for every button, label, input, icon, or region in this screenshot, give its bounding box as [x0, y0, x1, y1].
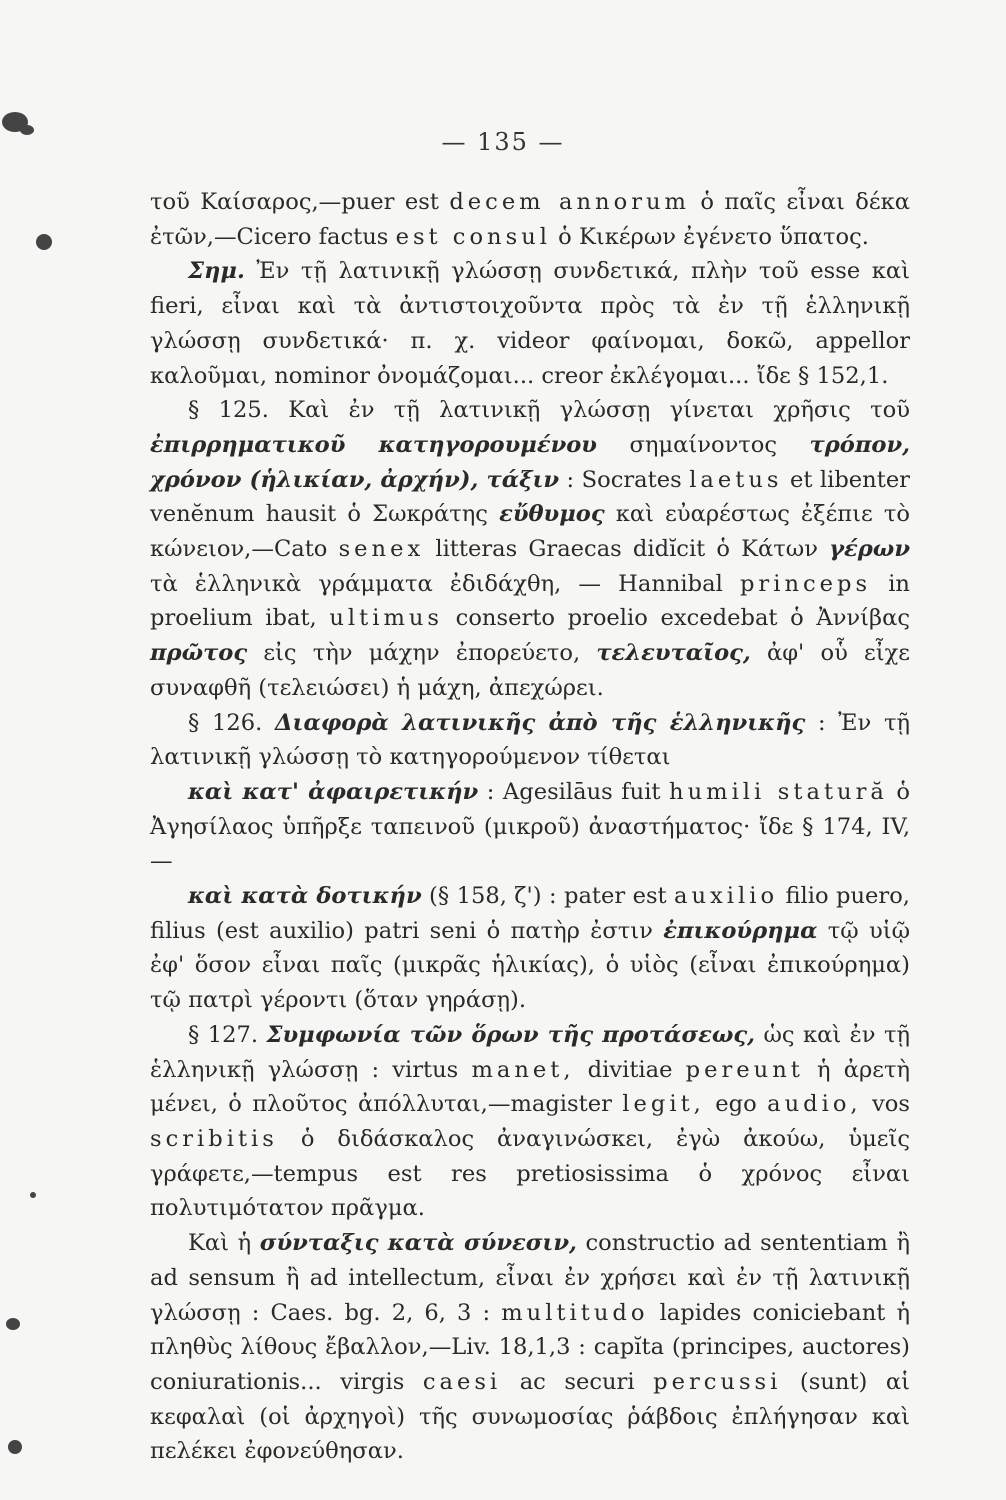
text-run: (§ 158, ζ') : pater est — [421, 883, 675, 910]
spaced-text: pereunt — [685, 1056, 804, 1083]
text-run: in proelium ibat, — [150, 570, 910, 632]
spaced-text: senex — [338, 536, 425, 563]
emphasis-text: γέρων — [829, 536, 910, 563]
spaced-text: laetus — [689, 466, 783, 493]
scan-speck — [36, 234, 52, 250]
text-run: ὁ διδάσκαλος ἀναγινώσκει, ἐγὼ ἀκούω, ὑμεῖς γράφετε,—tempus est res pretiosissima ὁ χρόνος εἶναι πολυτιμότατον πρᾶγμα. — [150, 1125, 910, 1222]
emphasis-text: καὶ κατ' ἀφαιρετικήν — [188, 778, 479, 805]
text-run: ὁ παῖς εἶναι δέκα ἐτῶν,—Cicero factus — [150, 189, 910, 250]
text-run: lapides coniciebant ἡ πληθὺς λίθους ἔβαλλον,—Liv. 18,1,3 : capĭta (principes, auctores) coniurationis... virgis — [150, 1299, 911, 1395]
text-run: καὶ εὐαρέστως ἐξέπιε τὸ κώνειον,—Cato — [150, 501, 910, 563]
emphasis-text: πρῶτος — [150, 640, 248, 667]
scan-speck — [8, 1440, 22, 1454]
emphasis-text: καὶ κατὰ δοτικήν — [188, 883, 422, 910]
text-run: : Agesilāus fuit — [478, 778, 670, 805]
spaced-text: caesi — [422, 1368, 502, 1395]
spaced-text: auxilio — [674, 883, 779, 910]
spaced-text: ultimus — [329, 605, 444, 632]
text-run: τῷ υἱῷ ἐφ' ὅσον εἶναι παῖς (μικρᾶς ἡλικίας), ὁ υἱὸς (εἶναι ἐπικούρημα) τῷ πατρὶ γέροντι (ὅταν γηράσῃ). — [150, 917, 910, 1014]
emphasis-text: Σημ. — [188, 258, 245, 285]
text-run: Ἐν τῇ λατινικῇ γλώσσῃ συνδετικά, πλὴν τοῦ esse καὶ fieri, εἶναι καὶ τὰ ἀντιστοιχοῦντα πρὸς τὰ ἐν τῇ ἑλληνικῇ γλώσσῃ συνδετικά· π. χ. videor φαίνομαι, δοκῶ, appellor καλοῦμαι, nominor ὀνομάζομαι... creor ἐκλέγομαι... ἴδε § 152,1. — [150, 258, 910, 389]
scan-speck — [30, 1192, 36, 1198]
paragraph-note — [150, 254, 910, 393]
text-run: : Ἐν τῇ λατινικῇ γλώσσῃ τὸ κατηγορούμενον τίθεται — [150, 709, 910, 771]
emphasis-text: σύνταξις κατὰ σύνεσιν, — [259, 1230, 577, 1257]
text-run: § 127. — [188, 1021, 267, 1048]
text-run: divitiae — [574, 1056, 686, 1083]
emphasis-text: εὔθυμος — [499, 501, 605, 528]
spaced-text: scribitis — [150, 1125, 278, 1152]
text-run: ὁ Ἀγησίλαος ὑπῆρξε ταπεινοῦ (μικροῦ) ἀναστήματος· ἴδε § 174, IV,— — [150, 778, 910, 875]
text-run: εἰς τὴν μάχην ἐπορεύετο, — [247, 640, 597, 667]
paragraph-dative — [150, 879, 910, 1018]
spaced-text: multitudo — [501, 1299, 649, 1326]
spaced-text: decem annorum — [449, 189, 690, 215]
spaced-text: percussi — [653, 1368, 782, 1395]
text-run: § 126. — [188, 709, 275, 736]
text-run: ὡς καὶ ἐν τῇ ἑλληνικῇ γλώσσῃ : virtus — [150, 1021, 911, 1083]
text-run: litteras Graecas didĭcit ὁ Κάτων — [424, 536, 830, 563]
emphasis-text: ἐπιρρηματικοῦ κατηγορουμένου — [150, 431, 597, 458]
spaced-text: princeps — [739, 570, 872, 597]
emphasis-text: Συμφωνία τῶν ὅρων τῆς προτάσεως, — [266, 1021, 756, 1048]
text-run: § 125. Καὶ ἐν τῇ λατινικῇ γλώσσῃ γίνεται χρῆσις τοῦ — [188, 397, 910, 424]
scan-speck — [6, 1318, 20, 1330]
text-run: ego — [704, 1091, 768, 1118]
text-run: Καὶ ἡ — [188, 1230, 260, 1257]
paragraph-synesis — [150, 1226, 910, 1469]
text-run: τοῦ Καίσαρος,—puer est — [150, 189, 450, 215]
emphasis-text: ἐπικούρημα — [663, 917, 818, 944]
text-run: filio puero, filius (est auxilio) patri seni ὁ πατὴρ ἐστιν — [150, 883, 910, 944]
text-run: ἡ ἀρετὴ μένει, ὁ πλοῦτος ἀπόλλυται,—magister — [150, 1056, 910, 1118]
text-run: τὰ ἑλληνικὰ γράμματα ἐδιδάχθη, — Hannibal — [150, 570, 740, 597]
page-number: — 135 — — [441, 128, 565, 156]
text-run: et libenter venĕnum hausit ὁ Σωκράτης — [150, 466, 910, 528]
text-run: conserto proelio excedebat ὁ Ἀννίβας — [443, 605, 910, 632]
text-run: σημαίνοντος — [597, 431, 810, 458]
text-run: vos — [861, 1091, 910, 1118]
text-run: ὁ Κικέρων ἐγένετο ὕπατος. — [551, 223, 869, 250]
paragraph-126 — [150, 706, 910, 775]
body-text — [150, 185, 910, 1469]
paragraph-125 — [150, 393, 910, 705]
spaced-text: humili statură — [669, 778, 888, 805]
spaced-text: audio, — [767, 1091, 862, 1118]
spaced-text: est consul — [395, 223, 551, 250]
text-run: (sunt) αἱ κεφαλαὶ (οἱ ἀρχηγοὶ) τῆς συνωμοσίας ῥάβδοις ἐπλήγησαν καὶ πελέκει ἐφονεύθησαν. — [150, 1368, 910, 1465]
emphasis-text: Διαφορὰ λατινικῆς ἀπὸ τῆς ἑλληνικῆς — [274, 709, 806, 736]
emphasis-text: τελευταῖος, — [596, 640, 751, 667]
spaced-text: manet, — [471, 1056, 575, 1083]
text-run: : Socrates — [559, 466, 690, 493]
text-run: ἀφ' οὗ εἶχε συναφθῆ (τελειώσει) ἡ μάχη, ἀπεχώρει. — [150, 640, 910, 701]
spaced-text: legit, — [622, 1091, 705, 1118]
paragraph-1 — [150, 185, 910, 254]
text-run: ac securi — [501, 1368, 654, 1395]
emphasis-text: τρόπον, χρόνον (ἡλικίαν, ἀρχήν), τάξιν — [150, 431, 910, 493]
paragraph-ablative — [150, 775, 910, 879]
text-run: constructio ad sententiam ἢ ad sensum ἢ ad intellectum, εἶναι ἐν χρήσει καὶ ἐν τῇ λατινικῇ γλώσσῃ : Caes. bg. 2, 6, 3 : — [150, 1230, 910, 1326]
paragraph-127 — [150, 1018, 910, 1226]
